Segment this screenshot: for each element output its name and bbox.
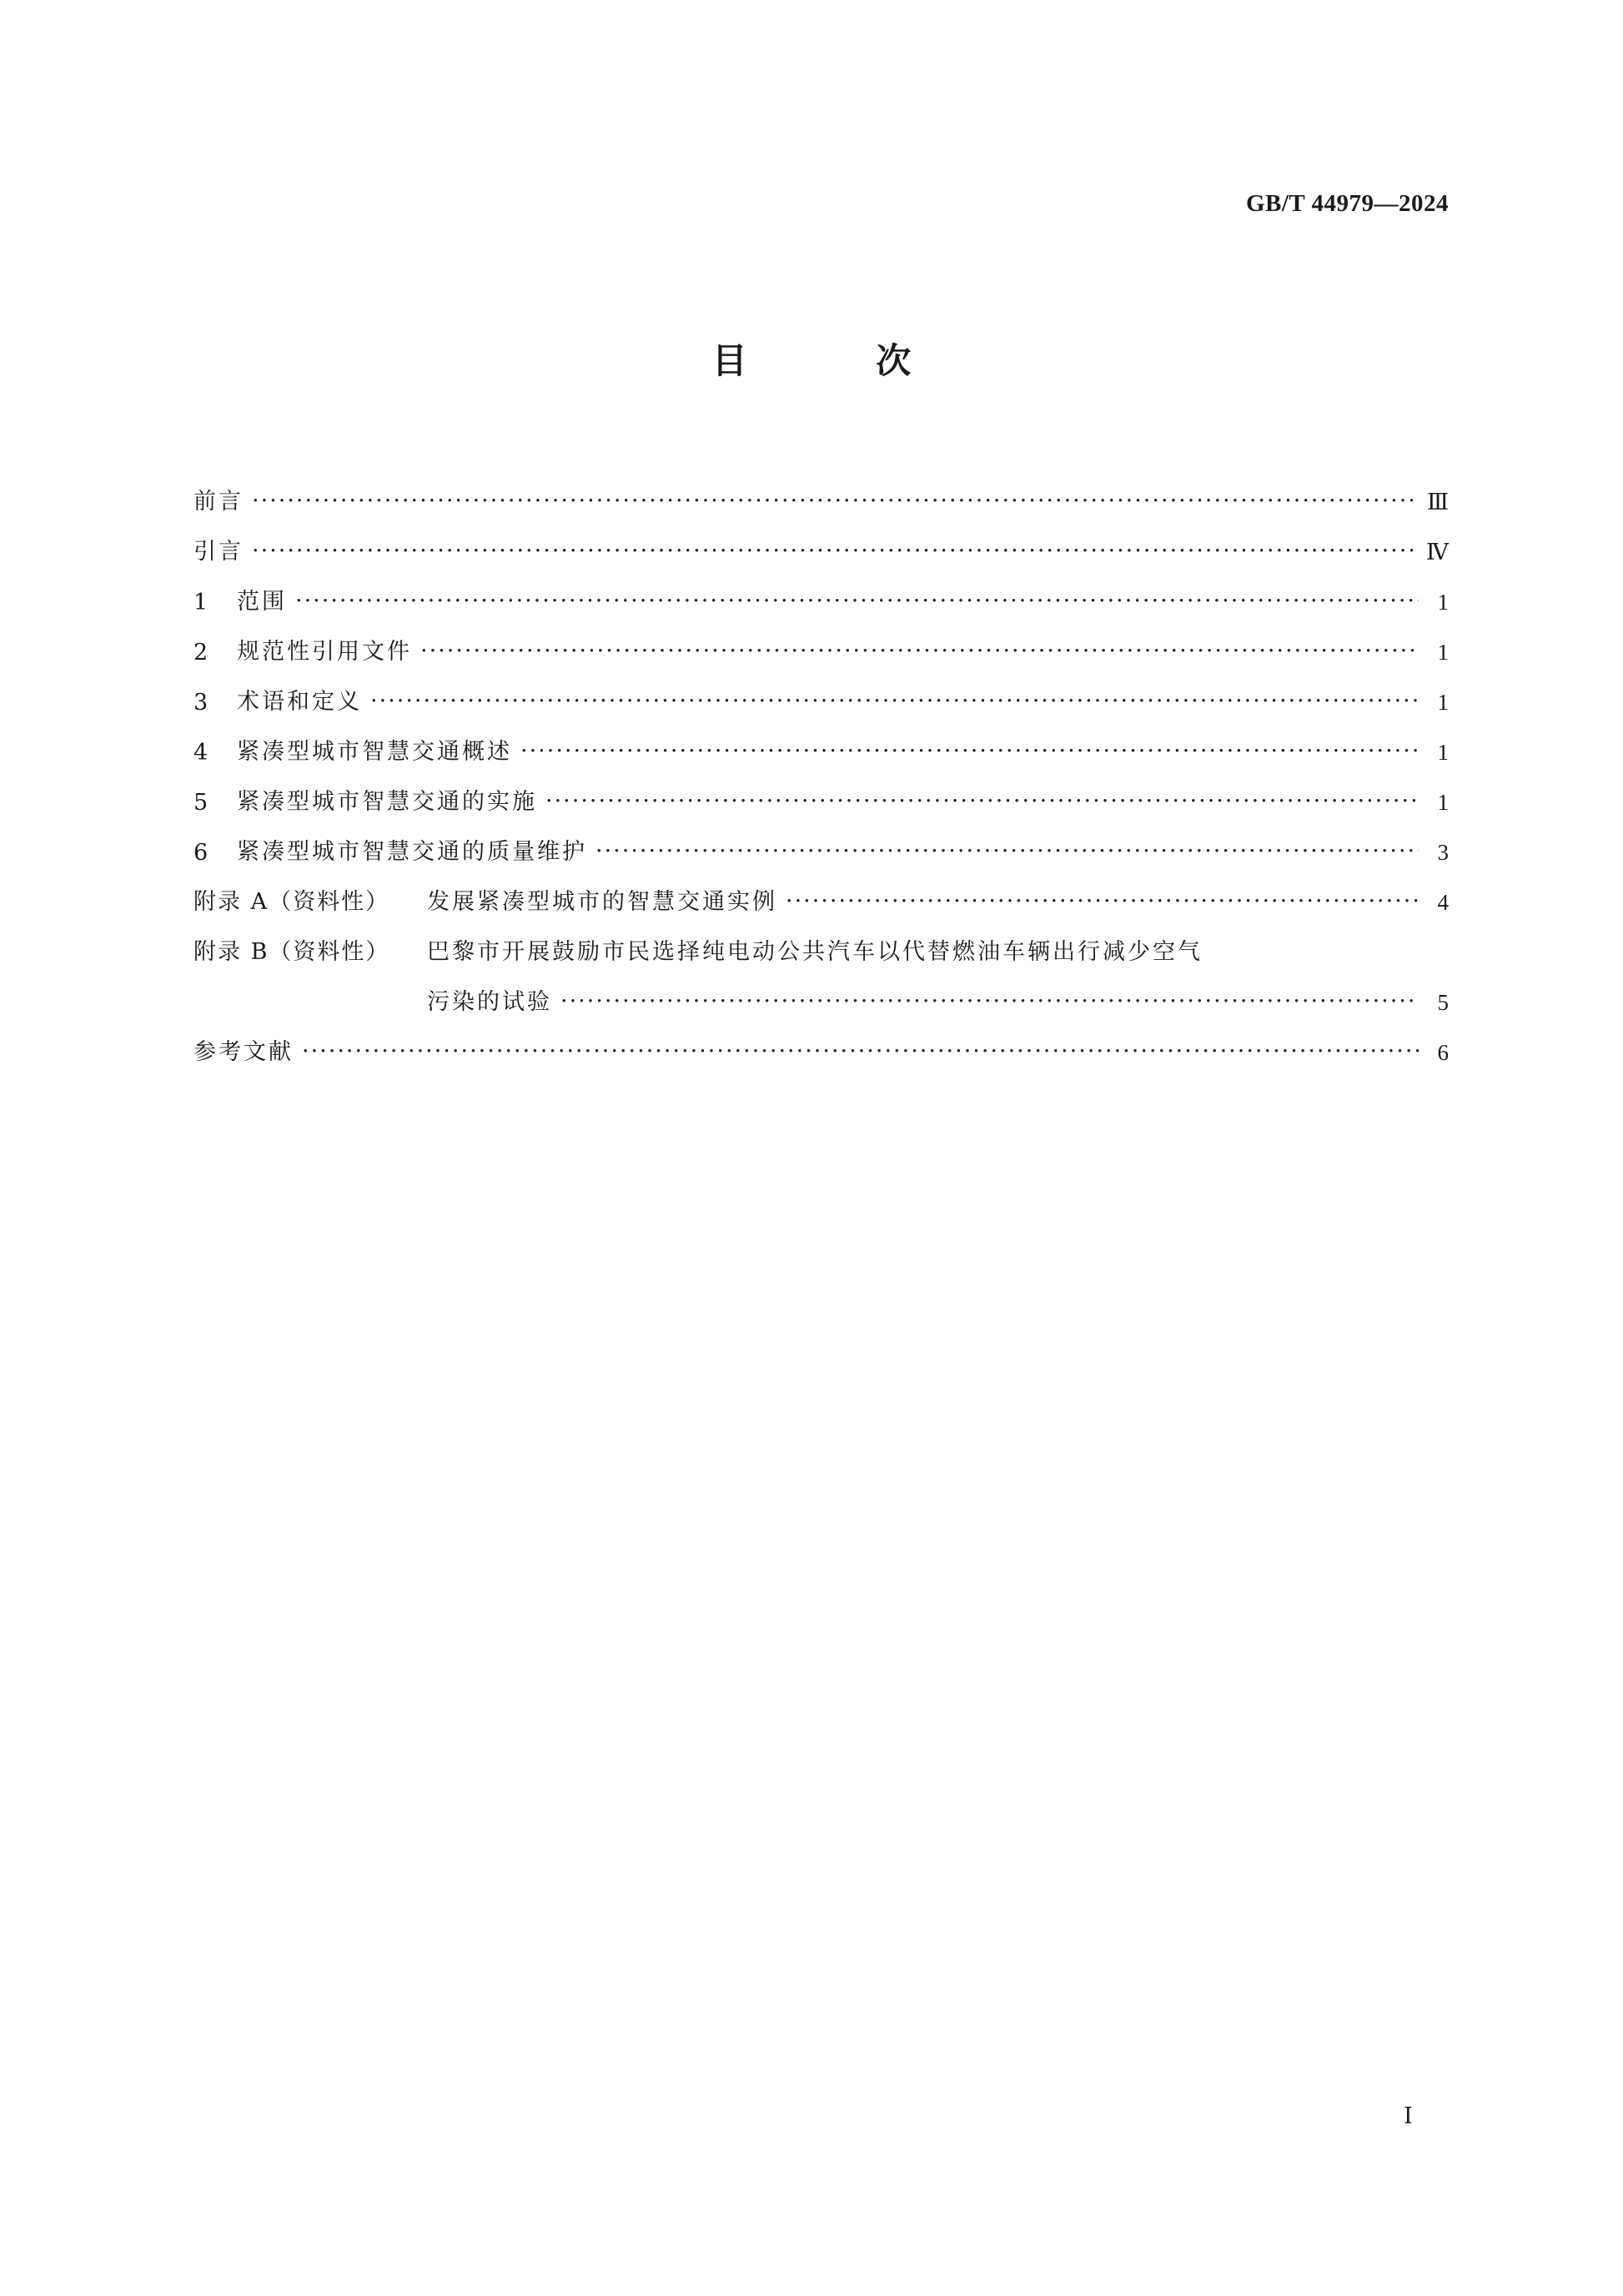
toc-entry-label: 参考文献	[193, 1039, 294, 1065]
toc-leader-dots	[252, 540, 1418, 565]
toc-entry-4[interactable]	[193, 716, 1449, 766]
toc-entry-5[interactable]	[193, 766, 1449, 816]
toc-entry-page: 4	[1437, 890, 1449, 915]
toc-title: 目 次	[711, 340, 970, 381]
toc-entry-page: 6	[1437, 1040, 1449, 1065]
toc-entry-page: 5	[1437, 990, 1449, 1015]
toc-leader-dots	[295, 590, 1419, 615]
toc-leader-dots	[560, 990, 1419, 1016]
toc-entry-annex-b[interactable]	[193, 916, 1449, 966]
toc-entry-label-line1: 巴黎市开展鼓励市民选择纯电动公共汽车以代替燃油车辆出行减少空气	[427, 939, 1203, 965]
toc-entry-page: 1	[1437, 640, 1449, 665]
toc-entry-introduction[interactable]	[193, 515, 1449, 565]
toc-entry-label: 紧凑型城市智慧交通的实施	[237, 789, 537, 815]
toc-entry-label-line2: 污染的试验	[427, 989, 552, 1015]
toc-leader-dots	[786, 890, 1419, 916]
toc-entry-page: 1	[1437, 590, 1449, 615]
toc-leader-dots	[520, 740, 1419, 766]
toc-leader-dots	[370, 690, 1419, 716]
toc-entry-number: 4	[193, 740, 209, 766]
page-number: Ⅰ	[1404, 2103, 1413, 2128]
toc-entry-bibliography[interactable]	[193, 1016, 1449, 1066]
toc-entry-number: 6	[193, 840, 209, 866]
toc-entry-number: 2	[193, 640, 209, 666]
toc-entry-number: 1	[193, 590, 209, 615]
toc-entry-page: Ⅳ	[1426, 540, 1449, 565]
toc-entry-number: 3	[193, 690, 209, 716]
toc-entry-label: 发展紧凑型城市的智慧交通实例	[427, 889, 777, 915]
toc-entry-label: 规范性引用文件	[237, 639, 412, 665]
toc-entry-page: 1	[1437, 740, 1449, 765]
toc-annex-prefix: 附录 B（资料性）	[193, 939, 390, 965]
toc-leader-dots	[545, 790, 1419, 816]
toc-entry-number: 5	[193, 790, 209, 816]
toc-entry-annex-a[interactable]	[193, 866, 1449, 916]
toc-entry-label: 前言	[193, 489, 244, 515]
toc-entry-3[interactable]	[193, 666, 1449, 716]
toc-entry-6[interactable]	[193, 816, 1449, 866]
toc-leader-dots	[420, 640, 1419, 666]
toc-entry-page: 1	[1437, 690, 1449, 715]
toc-leader-dots	[302, 1040, 1419, 1066]
toc-entry-label: 范围	[237, 589, 287, 615]
toc-entry-foreword[interactable]	[193, 465, 1449, 515]
toc-entry-2[interactable]	[193, 615, 1449, 666]
toc-annex-prefix: 附录 A（资料性）	[193, 889, 390, 915]
toc-entry-label: 紧凑型城市智慧交通概述	[237, 739, 512, 765]
toc-entry-page: 1	[1437, 790, 1449, 815]
toc-entry-page: 3	[1437, 840, 1449, 865]
toc-entry-page: Ⅲ	[1426, 490, 1449, 515]
toc-entry-label: 紧凑型城市智慧交通的质量维护	[237, 839, 587, 865]
toc-entry-annex-b-continued[interactable]	[193, 966, 1449, 1016]
document-code: GB/T 44979—2024	[1245, 190, 1449, 217]
toc-entry-1[interactable]	[193, 565, 1449, 615]
toc-leader-dots	[252, 490, 1419, 515]
toc-entry-label: 术语和定义	[237, 689, 362, 715]
toc-entry-label: 引言	[193, 539, 244, 565]
table-of-contents	[193, 465, 1449, 1066]
toc-leader-dots	[595, 840, 1419, 866]
